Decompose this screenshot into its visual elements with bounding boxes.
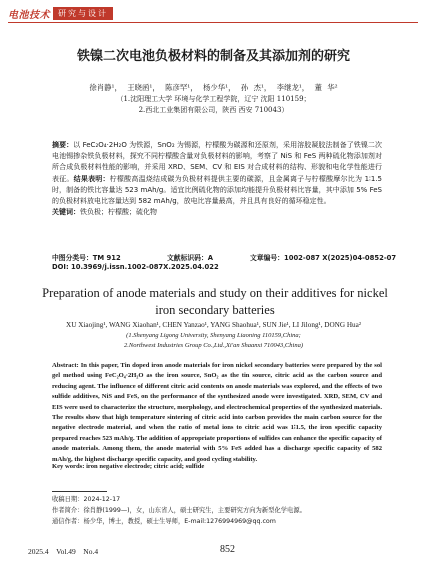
chinese-abstract-body [52,140,382,207]
english-abstract [52,361,382,465]
english-authors: XU Xiaojing¹, WANG Xiaohan¹, CHEN Yanzao¹, YANG Shaohua¹, SUN Jie¹, LI Jilong¹, DONG Hua² [66,321,361,329]
header-rule [8,22,418,23]
footnote-rule [52,491,107,492]
english-keywords-label: Key words: [52,463,85,470]
english-title [30,285,400,319]
article-number: 文章编号：1002-087 X(2025)04-0852-07 [250,254,397,262]
english-affiliation-2: 2.Northwest Industries Group Co.,Ltd.,Xi'an Shaanxi 710043,China) [123,342,303,349]
author-bio: 作者简介：徐肖静(1999—)，女，山东省人，硕士研究生，主要研究方向为新型化学电源。 [52,507,306,514]
english-abstract-label: Abstract: [52,362,79,369]
volume-info: 2025.4 Vol.49 No.4 [28,547,99,556]
results-text: 柠檬酸高温烧结成碳为负极材料提供主要的碳源，且金属离子与柠檬酸摩尔比为 1∶1.5 时，制备的铁比容量达 523 mAh/g。适宜比例硫化物的添加均能提升负极材料比容量，其中添加 5% FeS 的负极材料放电比容量达到 582 mAh/g，放电比容量最高，并且具有良好的循环稳定性。 [52,174,383,206]
journal-header [8,5,418,23]
english-keywords-text: iron negative electrode; citric acid; sulfide [86,463,205,470]
doi: DOI: 10.3969/j.issn.1002-087X.2025.04.022 [52,263,219,271]
english-title-line-1: Preparation of anode materials and study on their additives for nickel [42,286,388,300]
english-affiliation-1: (1.Shenyang Ligong University, Shenyang Liaoning 110159,China; [126,332,301,339]
results-label: 结果表明： [73,174,110,183]
chinese-affiliation-2: 2.西北工业集团有限公司，陕西 西安 710043） [138,106,289,114]
document-code: 文献标识码：A [167,254,214,262]
chinese-keywords [52,207,382,218]
page-number: 852 [220,544,235,555]
chinese-title: 铁镍二次电池负极材料的制备及其添加剂的研究 [76,49,350,64]
english-title-line-2: iron secondary batteries [155,303,275,317]
abstract-label: 摘要： [52,141,74,149]
chinese-authors: 徐肖静¹， 王晓函¹， 陈彦罕¹， 杨少华¹， 孙 杰¹， 李继龙¹， 董 华² [89,83,338,92]
section-label: 研究与设计 [53,7,113,20]
english-abstract-text: In this paper, Tin doped iron anode materials for iron nickel secondary batteries were prepared by the sol gel method using FeC₂O₄·2H₂O as the iron source, SnO₂ as the tin source, citric acid as the carbon source and reducing agent. The influence of different citric acid contents on anode materials was explored, and the effects of two sulfide additives, NiS and FeS, on the performance of the synthesized anode were investigated. XRD, SEM, CV and EIS were used to characterize the structure, morphology, and electrochemical properties of the synthesized materials. The results show that high temperature sintering of citric acid into carbon provides the main carbon source for the negative electrode material, and when the ratio of metal ions to citric acid was 1∶1.5, the iron specific capacity prepared reaches 523 mAh/g. The addition of appropriate proportions of sulfides can enhance the specific capacity of anode materials. Among them, the anode material with 5% FeS added has a discharge specific capacity of 582 mAh/g, the highest discharge specific capacity, and good cycling stability. [52,362,382,463]
keywords-label: 关键词： [52,208,80,217]
corresponding-author: 通信作者：杨少华，博士，教授，硕士生导师，E-mail:1276994969@qq.com [52,518,276,525]
chinese-abstract [52,140,382,218]
journal-name: 电池技术 [8,9,50,21]
received-date: 收稿日期：2024-12-17 [52,496,121,503]
english-keywords [52,463,382,470]
keywords-text: 铁负极；柠檬酸；硫化物 [80,208,157,217]
chinese-affiliation-1: （1.沈阳理工大学 环境与化学工程学院，辽宁 沈阳 110159； [116,95,311,103]
clc-number: 中图分类号：TM 912 [52,254,121,262]
abstract-text: 以 FeC₂O₄·2H₂O 为铁源，SnO₂ 为锡源，柠檬酸为碳源和还原剂，采用溶胶凝胶法制备了铁镍二次电池锡掺杂铁负极材料，探究不同柠檬酸含量对负极材料的影响，考察了 NiS 和 FeS 两种硫化物添加剂对所合成负极材料性能的影响，并采用 XRD、SEM、CV 和 EIS 对合成材料的结构、形貌和电化学性能进行表征。 [52,141,383,183]
